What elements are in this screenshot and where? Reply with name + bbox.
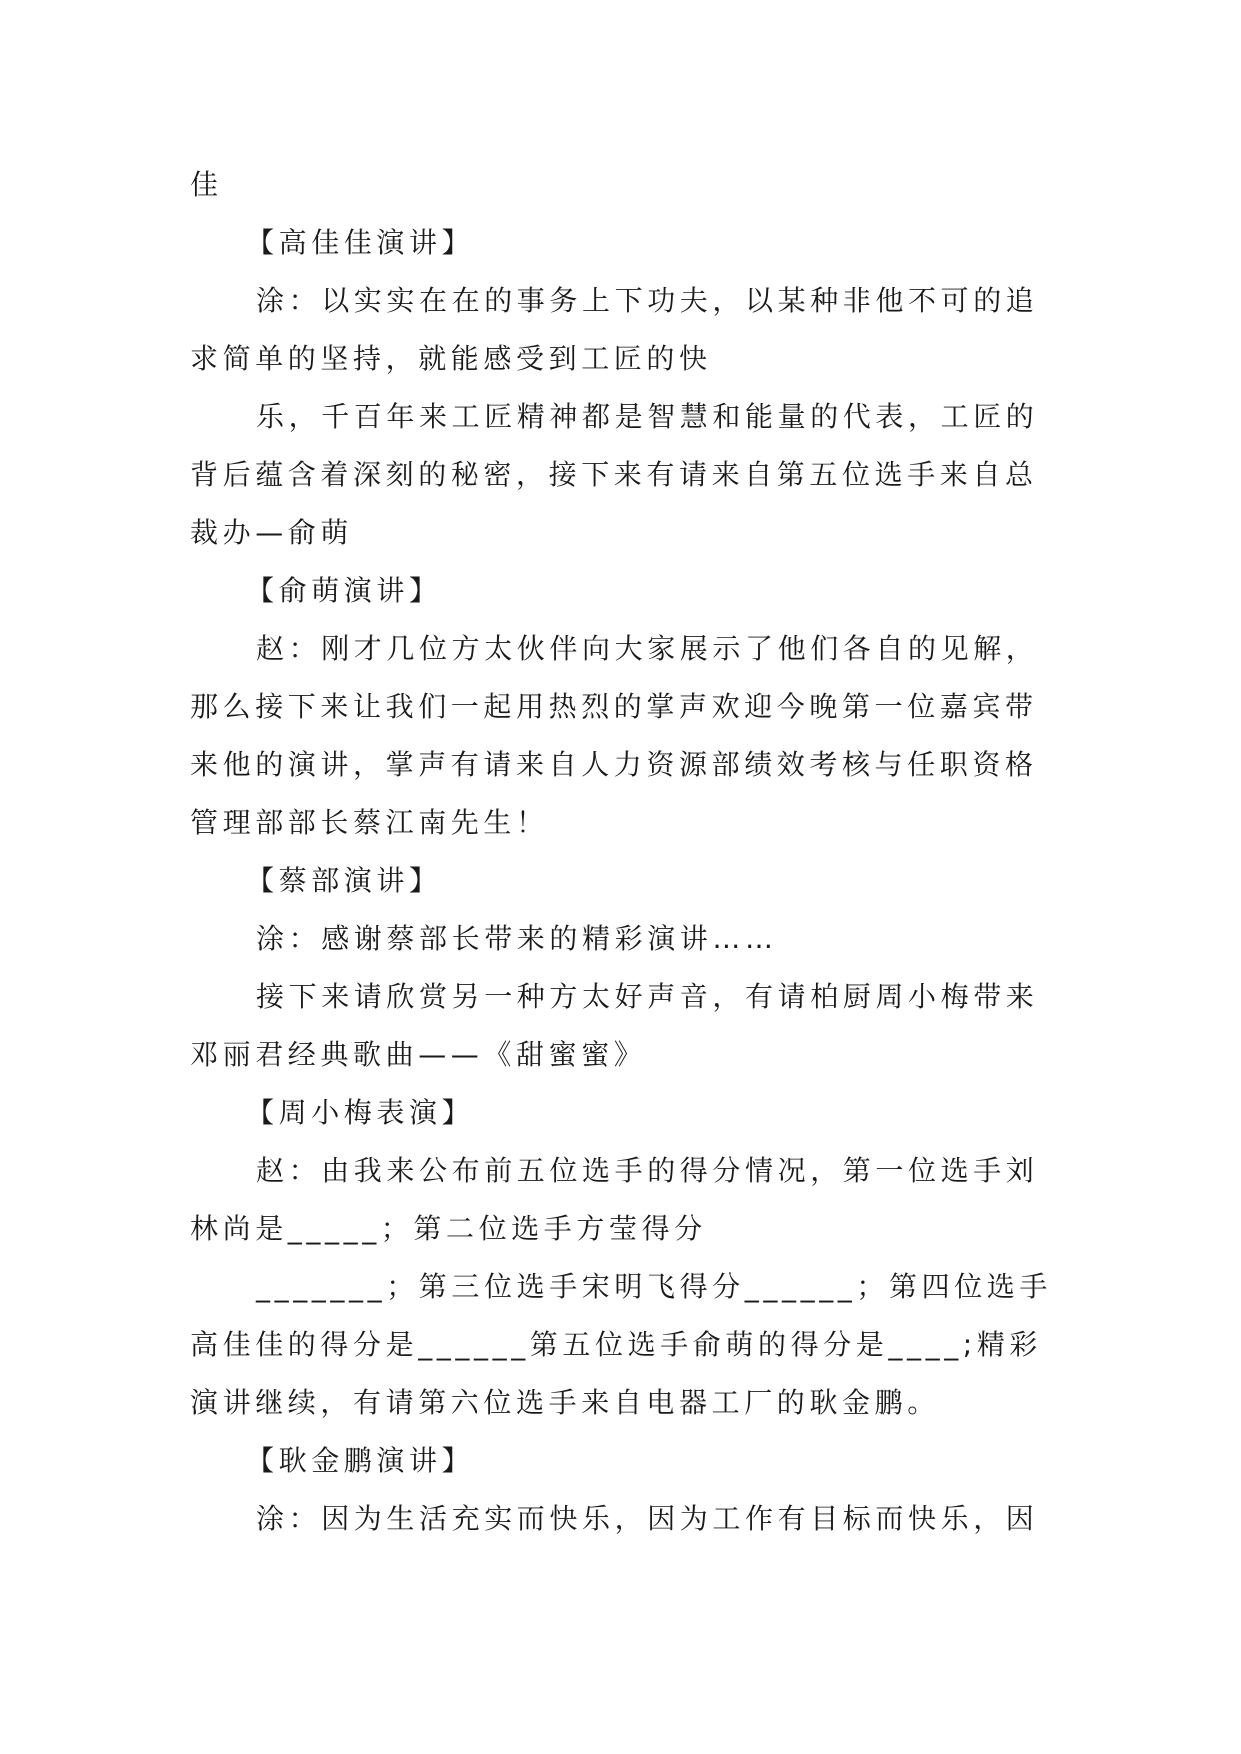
- paragraph-tu-remarks: 涂：以实实在在的事务上下功夫，以某种非他不可的追求简单的坚持，就能感受到工匠的快: [190, 284, 1039, 375]
- section-heading-geng-jinpeng: 【耿金鹏演讲】: [246, 1444, 475, 1477]
- paragraph-thanks-cai: 涂：感谢蔡部长带来的精彩演讲……: [256, 922, 778, 955]
- paragraph-intro-song: 接下来请欣赏另一种方太好声音，有请柏厨周小梅带来邓丽君经典歌曲——《甜蜜蜜》: [190, 980, 1039, 1071]
- section-heading-gao-jiajia: 【高佳佳演讲】: [246, 226, 475, 259]
- paragraph-fragment: 佳: [190, 168, 223, 201]
- paragraph-intro-cai: 赵：刚才几位方太伙伴向大家展示了他们各自的见解，那么接下来让我们一起用热烈的掌声欢迎今晚第一位嘉宾带来他的演讲，掌声有请来自人力资源部绩效考核与任职资格管理部部长蔡江南先生！: [190, 632, 1039, 839]
- section-heading-cai: 【蔡部演讲】: [246, 864, 442, 897]
- paragraph-scores-part2: _______；第三位选手宋明飞得分______；第四位选手高佳佳的得分是______第五位选手俞萌的得分是____;精彩演讲继续，有请第六位选手来自电器工厂的耿金鹏。: [190, 1270, 1053, 1419]
- paragraph-scores-part1: 赵：由我来公布前五位选手的得分情况，第一位选手刘林尚是_____；第二位选手方莹得分: [190, 1154, 1039, 1245]
- document-body: [190, 156, 1070, 1548]
- paragraph-intro-yu-meng: 乐，千百年来工匠精神都是智慧和能量的代表，工匠的背后蕴含着深刻的秘密，接下来有请来自第五位选手来自总裁办—俞萌: [190, 400, 1039, 549]
- section-heading-yu-meng: 【俞萌演讲】: [246, 574, 442, 607]
- section-heading-zhou-xiaomei: 【周小梅表演】: [246, 1096, 475, 1129]
- paragraph-tu-closing: 涂：因为生活充实而快乐，因为工作有目标而快乐，因: [256, 1502, 1039, 1535]
